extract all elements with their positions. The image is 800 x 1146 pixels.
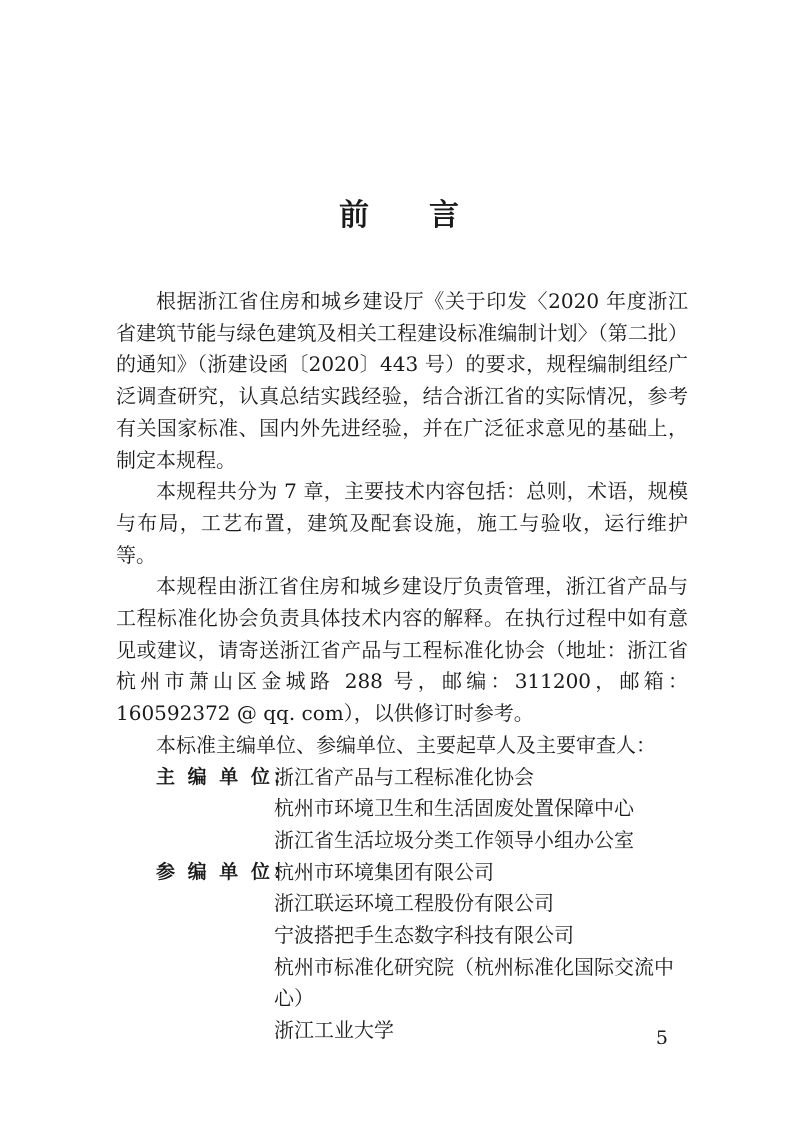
participant-unit: 杭州市环境集团有限公司: [274, 859, 494, 884]
participant-unit: 浙江工业大学: [274, 1018, 394, 1043]
chief-editor-units: [116, 762, 688, 857]
chief-editor-unit: 浙江省生活垃圾分类工作领导小组办公室: [274, 827, 634, 852]
chief-editor-unit: 杭州市环境卫生和生活固废处置保障中心: [274, 796, 634, 821]
paragraph-3: 本规程由浙江省住房和城乡建设厅负责管理，浙江省产品与工程标准化协会负责具体技术内容的解释。在执行过程中如有意见或建议，请寄送浙江省产品与工程标准化协会（地址：浙江省杭州市萧山区金城路 288 号，邮编：311200，邮箱：160592372 @ qq. com），以供修订时参考。: [116, 574, 688, 726]
paragraph-4: 本标准主编单位、参编单位、主要起草人及主要审查人：: [156, 732, 656, 757]
paragraph-1: 根据浙江省住房和城乡建设厅《关于印发〈2020 年度浙江省建筑节能与绿色建筑及相关工程建设标准编制计划〉（第二批）的通知》（浙建设函〔2020〕443 号）的要求，规程编制组经广泛调查研究，认真总结实践经验，结合浙江省的实际情况，参考有关国家标准、国内外先进经验，并在广泛征求意见的基础上，制定本规程。: [116, 289, 688, 472]
chief-editor-label: 主 编 单 位：: [156, 765, 295, 788]
page-title: [0, 190, 800, 234]
participant-unit: 浙江联运环境工程股份有限公司: [274, 891, 554, 916]
page-title-char-1: 前: [339, 198, 371, 233]
chief-editor-unit: 浙江省产品与工程标准化协会: [274, 764, 534, 789]
participant-unit: 杭州市标准化研究院（杭州标准化国际交流中心）: [274, 954, 674, 1011]
page-title-char-2: 言: [429, 198, 461, 233]
participant-units: [116, 857, 688, 1047]
participant-unit: 宁波搭把手生态数字科技有限公司: [274, 923, 574, 948]
paragraph-2: 本规程共分为 7 章，主要技术内容包括：总则，术语，规模与布局，工艺布置，建筑及配套设施，施工与验收，运行维护等。: [116, 479, 688, 567]
preface-body: [116, 286, 688, 1047]
page-number: 5: [655, 1027, 668, 1049]
participant-label: 参 编 单 位：: [156, 860, 295, 883]
